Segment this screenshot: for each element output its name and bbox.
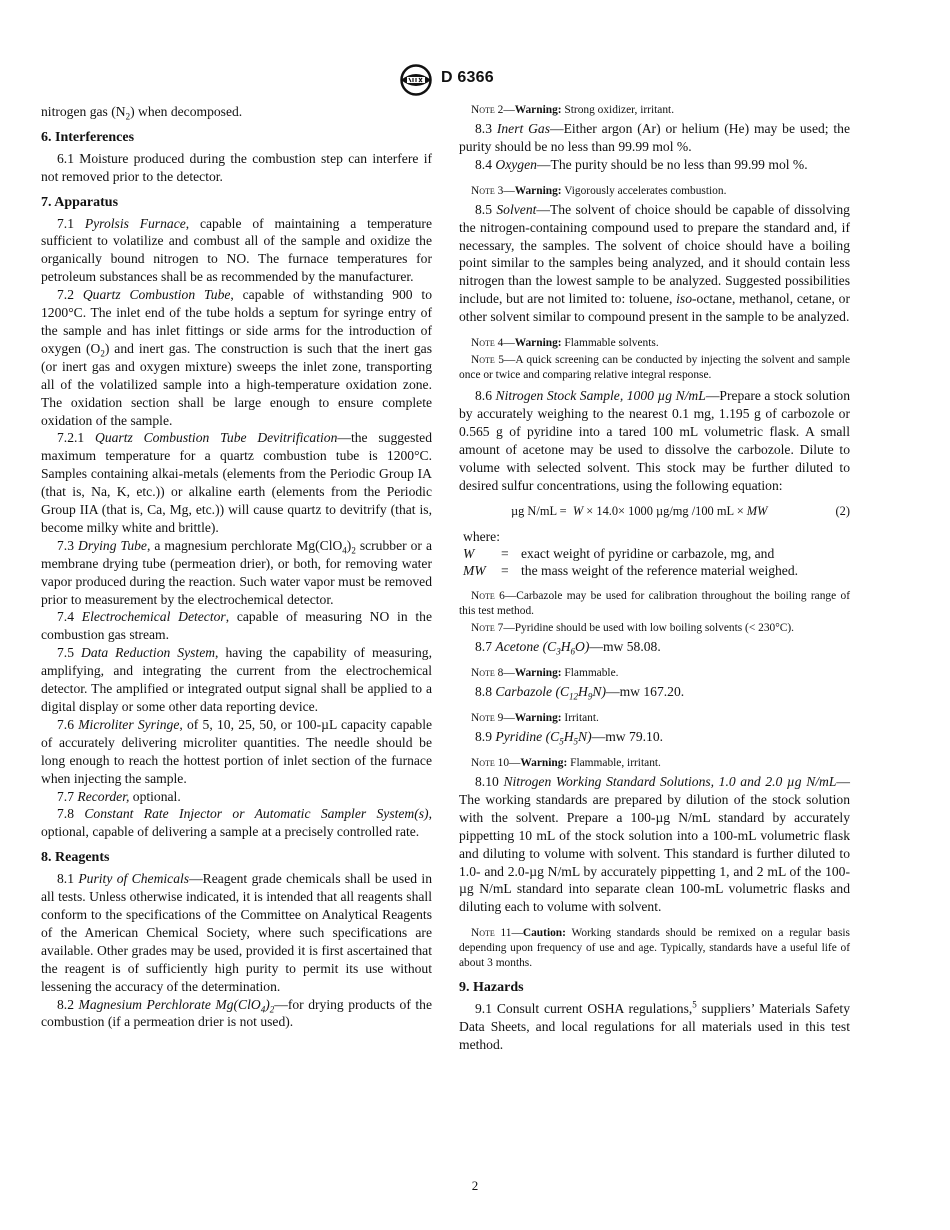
paragraph-8-5: 8.5 Solvent—The solvent of choice should be capable of dissolving the nitrogen-containing compound used to prepare the standard and, if necessary, the samples. The solvent of choice should have a boiling point similar to the samples being analyzed, and it should contain less nitrogen than the lowest sample to be analyzed. Suggested possibilities include, but are not limited to: toluene, iso-octane, methanol, cetane, or other solvent similar to compound present in the sample to be analyzed. xyxy=(459,201,850,325)
paragraph-7-2-1: 7.2.1 Quartz Combustion Tube Devitrification—the suggested maximum temperature for a quartz combustion tube is 1200°C. Samples containing alkai-metals (elements from the Periodic Group IA (that is, Na, K, etc.)) or alkaline earth (elements from the Periodic Group IIA (that is, Ca, Mg, etc.)) will cause quartz to devitrify (that is, become milky white and brittle). xyxy=(41,430,432,535)
paragraph-7-1: 7.1 Pyrolsis Furnace, capable of maintaining a temperature sufficient to volatilize and combust all of the sample and oxidize the organically bound nitrogen to NO. The furnace temperatures for petroleum substances shall be as recommended by the manufacturer. xyxy=(41,215,432,285)
note-6: Note 6—Carbazole may be used for calibration throughout the boiling range of this test method. xyxy=(459,590,850,618)
paragraph-6-1: 6.1 Moisture produced during the combustion step can interfere if not removed prior to the detector. xyxy=(41,150,432,184)
paragraph-8-10: 8.10 Nitrogen Working Standard Solutions, 1.0 and 2.0 µg N/mL—The working standards are prepared by dilution of the stock solution with the solvent. Prepare a 100-µg N/mL standard by accurately pippetting 10 mL of the stock solution into a 100-mL volumetric flask and diluting to volume with solvent. This standard is further diluted to 1.0- and 2.0-µg N/mL by accurately pippetting 1, and 2 mL of the 100-µg N/mL standard into separate clean 100-mL volumetric flasks and diluting each to volume with solvent. xyxy=(459,774,851,915)
paragraph-7-2: 7.2 Quartz Combustion Tube, capable of withstanding 900 to 1200°C. The inlet end of the tube holds a septum for syringe entry of the sample and has inlet fittings or side arms for the introduction of oxygen $(O_2)$ and inert gas. The construction is such that the inert gas (or inert gas and oxygen mixture) sweeps the inlet zone, transporting all of the volatilized sample into a high-temperature oxidation zone. The oxidation section shall be large enough to ensure complete oxidation of the sample. xyxy=(41,287,433,428)
note-5: Note 5—A quick screening can be conducted by injecting the solvent and sample once or twice and comparing relative integral response. xyxy=(459,354,851,382)
paragraph-8-7: 8.7 Acetone $(C_3H_6O)—mw$ 58.08. xyxy=(475,639,661,658)
paragraph-7-7: 7.7 Recorder, optional. xyxy=(57,788,181,804)
section-7-heading: 7. Apparatus xyxy=(41,194,119,210)
where-row: W = exact weight of pyridine or carbazole, mg, and xyxy=(463,546,775,562)
note-4: Note 4—Warning: Flammable solvents. xyxy=(471,337,659,350)
paragraph-8-8: 8.8 Carbazole $(C_{12}H_9N)—mw$ 167.20. xyxy=(475,684,685,702)
paragraph-8-9: 8.9 Pyridine $(C_5H_5N)—mw$ 79.10. xyxy=(475,729,664,747)
paragraph-8-2: 8.2 Magnesium Perchlorate $Mg(ClO_4)_2—for$ drying products of the combustion (if a permeation drier is not used). xyxy=(41,996,432,1030)
right-column xyxy=(459,103,850,1054)
standard-designation: D 6366 xyxy=(441,69,494,86)
equation-number: (2) xyxy=(835,503,850,518)
astm-logo-icon xyxy=(397,64,435,96)
section-9-heading: 9. Hazards xyxy=(459,980,524,996)
continued-paragraph: nitrogen gas $(N_2)$ when decomposed. xyxy=(41,104,243,122)
where-row: MW = the mass weight of the reference material weighed. xyxy=(463,562,799,578)
note-9: Note 9—Warning: Irritant. xyxy=(471,712,599,725)
note-8: Note 8—Warning: Flammable. xyxy=(471,667,619,680)
section-6-heading: 6. Interferences xyxy=(41,129,135,145)
left-column xyxy=(41,103,432,1031)
note-7: Note 7—Pyridine should be used with low boiling solvents (< 230°C). xyxy=(471,622,795,635)
paragraph-7-3: 7.3 Drying Tube, a magnesium perchlorate $Mg(ClO_4)_2$ scrubber or a membrane drying tube (permeation drier), or both, for removing water vapor produced during the reaction. Such water vapor must be removed prior to measurement by the electrochemical detector. xyxy=(41,537,432,607)
paragraph-7-8: 7.8 Constant Rate Injector or Automatic Sampler System(s), optional, capable of delivering a sample at a precisely controlled rate. xyxy=(41,806,432,840)
note-10: Note 10—Warning: Flammable, irritant. xyxy=(471,757,661,770)
paragraph-9-1: 9.1 Consult current OSHA regulations,$^5$ suppliers’ Materials Safety Data Sheets, and local regulations for all materials used in this test method. xyxy=(459,999,850,1052)
note-11: Note 11—Caution: Working standards should be remixed on a regular basis depending upon frequency of use and age. Typically, standards have a useful life of about 3 months. xyxy=(459,927,850,970)
paragraph-7-5: 7.5 Data Reduction System, having the capability of measuring, amplifying, and integrating the current from the electrochemical detector. The amplified or integrated output signal shall be applied to a digital display or some other data reporting device. xyxy=(41,645,432,714)
page-header xyxy=(0,64,950,96)
where-block xyxy=(463,528,850,579)
paragraph-7-4: 7.4 Electrochemical Detector, capable of measuring NO in the combustion gas stream. xyxy=(41,609,432,643)
equation-2 xyxy=(511,503,850,521)
paragraph-8-1: 8.1 Purity of Chemicals—Reagent grade chemicals shall be used in all tests. Unless otherwise indicated, it is intended that all reagents shall conform to the specifications of the Committee on Analytical Reagents of the American Chemical Society, where such specifications are available. Other grades may be used, provided it is first ascertained that the reagent is of sufficiently high purity to permit its use without lessening the accuracy of the determination. xyxy=(41,871,432,994)
paragraph-8-6: 8.6 Nitrogen Stock Sample, 1000 µg N/mL—Prepare a stock solution by accurately weighing to the nearest 0.1 mg, 1.195 g of carbozole or 0.565 g of pyridine into a tared 100 mL volumetric flask. A small amount of acetone may be used to dissolve the carbozole. Dilute to volume with selected solvent. This stock may be further diluted to desired sulfur concentrations, using the following equation: xyxy=(459,388,850,493)
equation-body: µg N/mL = W × 14.0× 1000 µg/mg /100 mL × MW xyxy=(511,503,768,518)
page-number: 2 xyxy=(471,1178,479,1193)
note-3: Note 3—Warning: Vigorously accelerates combustion. xyxy=(471,184,727,197)
paragraph-8-3: 8.3 Inert Gas—Either argon (Ar) or helium (He) may be used; the purity should be no less than 99.99 mol %. xyxy=(459,121,850,154)
paragraph-8-4: 8.4 Oxygen—The purity should be no less than 99.99 mol %. xyxy=(475,156,808,172)
section-8-heading: 8. Reagents xyxy=(41,850,110,866)
note-2: Note 2—Warning: Strong oxidizer, irritant. xyxy=(471,104,675,116)
where-label: where: xyxy=(463,529,500,545)
paragraph-7-6: 7.6 Microliter Syringe, of 5, 10, 25, 50, or 100-µL capacity capable of accurately delivering microliter quantities. The needle should be long enough to reach the hottest portion of inlet section of the furnace when injecting the sample. xyxy=(41,716,433,786)
